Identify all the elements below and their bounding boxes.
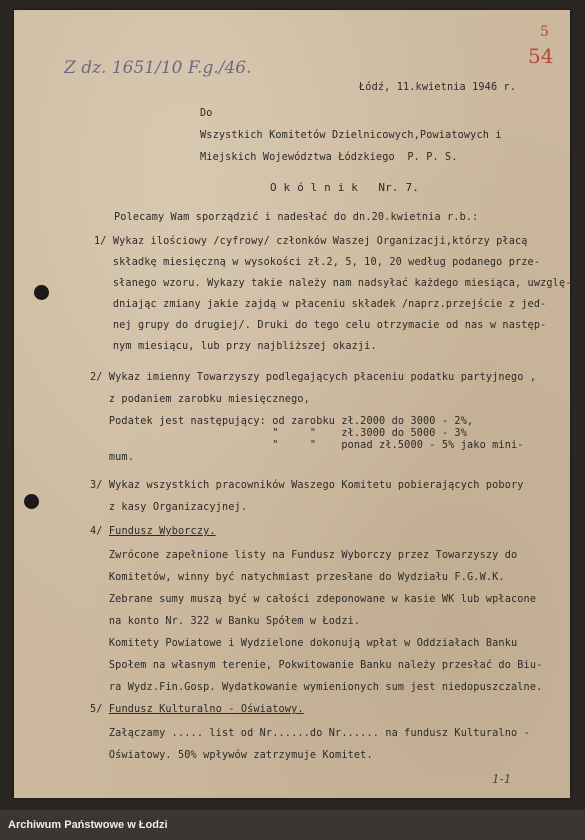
item4-heading-text: Fundusz Wyborczy. (108, 526, 216, 537)
page-mark-small: 5 (540, 24, 549, 40)
item2-line: z podaniem zarobku miesięcznego, (90, 394, 310, 405)
item2-line: 2/ Wykaz imienny Towarzyszy podlegających płaceniu podatku partyjnego , (90, 372, 537, 383)
date-line: Łódź, 11.kwietnia 1946 r. (359, 82, 517, 93)
punch-hole (34, 285, 49, 300)
item2-line: " " ponad zł.5000 - 5% jako mini- (90, 440, 524, 451)
handwritten-signature-ref: Z dz. 1651/10 F.g./46. (64, 58, 252, 78)
item1-line: 1/ Wykaz ilościowy /cyfrowy/ członków Waszej Organizacji,którzy płacą (94, 236, 528, 247)
addressee-line: Wszystkich Komitetów Dzielnicowych,Powiatowych i (200, 130, 502, 141)
item4-line: Społem na własnym terenie, Pokwitowanie Banku należy przesłać do Biu- (90, 660, 543, 671)
item4-number: 4/ (90, 526, 103, 537)
item2-line: Podatek jest następujący: od zarobku zł.2000 do 3000 - 2%, (90, 416, 474, 427)
item5-heading-text: Fundusz Kulturalno - Oświatowy. (108, 704, 304, 715)
archive-footer (0, 810, 585, 840)
item5-line: Oświatowy. 50% wpływów zatrzymuje Komitet. (90, 750, 373, 761)
document-sheet (14, 10, 570, 798)
intro-line: Polecamy Wam sporządzić i nadesłać do dn.20.kwietnia r.b.: (114, 212, 479, 223)
item4-line: Komitety Powiatowe i Wydzielone dokonują wpłat w Oddziałach Banku (90, 638, 518, 649)
item4-line: Komitetów, winny być natychmiast przesłane do Wydziału F.G.W.K. (90, 572, 505, 583)
item5-line: Załączamy ..... list od Nr......do Nr...... na fundusz Kulturalno - (90, 728, 530, 739)
item5-number: 5/ (90, 704, 103, 715)
item2-line: mum. (90, 452, 134, 463)
addressee-line: Miejskich Województwa Łódzkiego P. P. S. (200, 152, 458, 163)
item2-line: " " zł.3000 do 5000 - 3% (90, 428, 468, 439)
item1-line: dniając zmiany jakie zajdą w płaceniu składek /naprz.przejście z jed- (94, 299, 547, 310)
addressee-line: Do (200, 108, 213, 119)
document-title: O k ó l n i k Nr. 7. (270, 181, 419, 194)
item1-line: słanego wzoru. Wykazy takie należy nam nadsyłać każdego miesiąca, uwzglę- (94, 278, 572, 289)
item4-line: ra Wydz.Fin.Gosp. Wydatkowanie wymienionych sum jest niedopuszczalne. (90, 682, 543, 693)
item1-line: składkę miesięczną w wysokości zł.2, 5, 10, 20 według podanego prze- (94, 257, 541, 268)
page-number: 1-1 (492, 772, 512, 786)
item3-line: 3/ Wykaz wszystkich pracowników Waszego Komitetu pobierających poborу (90, 480, 524, 491)
punch-hole (24, 494, 39, 509)
item4-line: Zebrane sumy muszą być w całości zdeponowane w kasie WK lub wpłacone (90, 594, 537, 605)
item3-line: z kasy Organizacyjnej. (90, 502, 248, 513)
item1-line: nym miesiącu, lub przy najbliższej okazji. (94, 341, 377, 352)
item4-line: na konto Nr. 322 w Banku Spółem w Łodzi. (90, 616, 361, 627)
item1-line: nej grupy do drugiej/. Druki do tego celu otrzymacie od nas w następ- (94, 320, 547, 331)
page-mark-large: 54 (528, 44, 554, 68)
item4-heading (90, 526, 216, 538)
item4-line: Zwrócone zapełnione listy na Fundusz Wyborczy przez Towarzyszy do (90, 550, 518, 561)
archive-name: Archiwum Państwowe w Łodzi (8, 819, 168, 831)
item5-heading (90, 704, 304, 716)
